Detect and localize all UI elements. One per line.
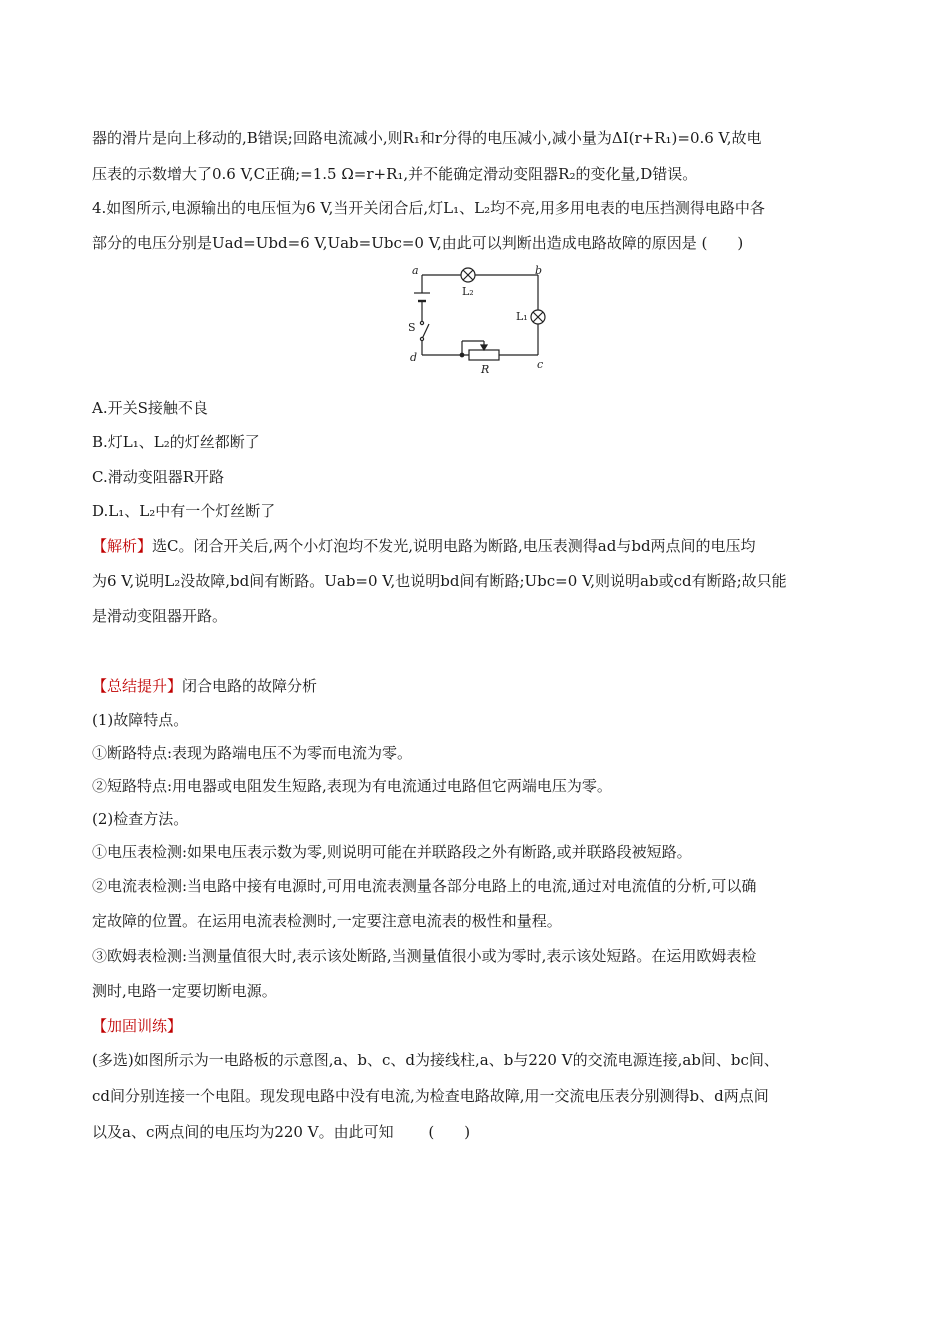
lamp-l2-label: L₂	[462, 285, 474, 298]
option-a: A.开关S接触不良	[92, 399, 208, 417]
summary-p9: 测时,电路一定要切断电源。	[92, 982, 277, 1000]
summary-heading	[92, 676, 317, 696]
practice-line-1: (多选)如图所示为一电路板的示意图,a、b、c、d为接线柱,a、b与220 V的交流电源连接,ab间、bc间、	[92, 1051, 779, 1069]
node-label-b: b	[535, 265, 543, 277]
node-label-d: d	[410, 351, 418, 364]
lamp-l2-icon	[461, 268, 475, 282]
summary-p6: ②电流表检测:当电路中接有电源时,可用电流表测量各部分电路上的电流,通过对电流值的分析,可以确	[92, 877, 757, 895]
summary-p7: 定故障的位置。在运用电流表检测时,一定要注意电流表的极性和量程。	[92, 912, 562, 930]
summary-p8: ③欧姆表检测:当测量值很大时,表示该处断路,当测量值很小或为零时,表示该处短路。在运用欧姆表检	[92, 947, 757, 965]
continuation-line-2: 压表的示数增大了0.6 V,C正确;=1.5 Ω=r+R₁,并不能确定滑动变阻器R₂的变化量,D错误。	[92, 165, 698, 183]
summary-p5: ①电压表检测:如果电压表示数为零,则说明可能在并联路段之外有断路,或并联路段被短路。	[92, 843, 692, 861]
lamp-l1-label: L₁	[516, 310, 528, 323]
lamp-l1-icon	[531, 310, 545, 324]
rheostat-label: R	[481, 363, 490, 376]
node-label-c: c	[537, 358, 544, 371]
circuit-diagram	[398, 265, 558, 377]
option-b: B.灯L₁、L₂的灯丝都断了	[92, 433, 260, 451]
summary-p4: (2)检查方法。	[92, 810, 189, 828]
practice-tag: 【加固训练】	[92, 1017, 183, 1035]
rheostat-icon	[460, 341, 499, 360]
analysis-line-1	[92, 536, 756, 556]
summary-tag: 【总结提升】	[92, 677, 183, 695]
switch-icon	[420, 321, 429, 340]
summary-p3: ②短路特点:用电器或电阻发生短路,表现为有电流通过电路但它两端电压为零。	[92, 777, 612, 795]
question-4-stem-1: 4.如图所示,电源输出的电压恒为6 V,当开关闭合后,灯L₁、L₂均不亮,用多用电表的电压挡测得电路中各	[92, 199, 765, 217]
option-c: C.滑动变阻器R开路	[92, 468, 225, 486]
node-label-a: a	[412, 265, 419, 277]
analysis-text-1: 选C。闭合开关后,两个小灯泡均不发光,说明电路为断路,电压表测得ad与bd两点间的电压均	[152, 537, 756, 555]
summary-p1: (1)故障特点。	[92, 711, 189, 729]
continuation-line-1: 器的滑片是向上移动的,B错误;回路电流减小,则R₁和r分得的电压减小,减小量为ΔI(r+R₁)=0.6 V,故电	[92, 129, 762, 147]
analysis-tag: 【解析】	[92, 537, 153, 555]
switch-label: S	[408, 321, 416, 334]
analysis-line-3: 是滑动变阻器开路。	[92, 607, 228, 625]
summary-title: 闭合电路的故障分析	[182, 677, 318, 695]
analysis-line-2: 为6 V,说明L₂没故障,bd间有断路。Uab=0 V,也说明bd间有断路;Ubc=0 V,则说明ab或cd有断路;故只能	[92, 572, 787, 590]
practice-line-2: cd间分别连接一个电阻。现发现电路中没有电流,为检查电路故障,用一交流电压表分别测得b、d两点间	[92, 1087, 769, 1105]
practice-line-3: 以及a、c两点间的电压均为220 V。由此可知 ( )	[92, 1123, 471, 1141]
summary-p2: ①断路特点:表现为路端电压不为零而电流为零。	[92, 744, 413, 762]
battery-icon	[414, 293, 430, 301]
question-4-stem-2: 部分的电压分别是Uad=Ubd=6 V,Uab=Ubc=0 V,由此可以判断出造成电路故障的原因是 ( )	[92, 234, 744, 252]
option-d: D.L₁、L₂中有一个灯丝断了	[92, 502, 276, 520]
